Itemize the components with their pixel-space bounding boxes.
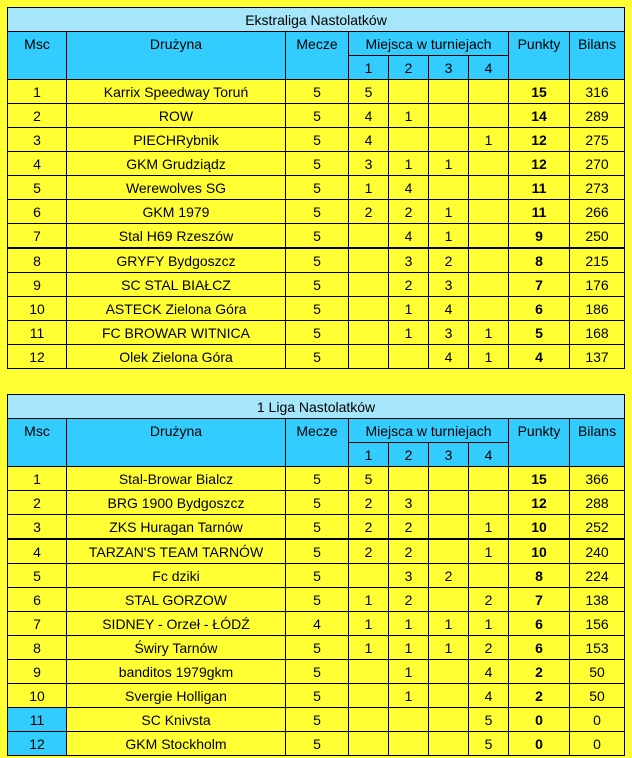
cell-team: SIDNEY - Orzeł - ŁÓDŹ: [67, 612, 286, 636]
cell-place-2: [389, 345, 429, 369]
cell-mecze: 5: [286, 515, 349, 540]
cell-place-2: [389, 732, 429, 756]
cell-punkty: 15: [509, 467, 570, 491]
cell-mecze: 5: [286, 684, 349, 708]
cell-msc: 4: [8, 152, 67, 176]
cell-mecze: 5: [286, 224, 349, 249]
cell-place-4: [469, 80, 509, 104]
cell-place-2: 1: [389, 104, 429, 128]
cell-place-4: [469, 104, 509, 128]
table-row: [8, 176, 625, 200]
cell-place-4: [469, 273, 509, 297]
cell-msc: 9: [8, 273, 67, 297]
header-place-1: 1: [349, 56, 389, 80]
table-row: [8, 80, 625, 104]
cell-msc: 1: [8, 80, 67, 104]
cell-place-1: [349, 660, 389, 684]
cell-bilans: 288: [570, 491, 625, 515]
cell-mecze: 5: [286, 200, 349, 224]
cell-place-4: [469, 564, 509, 588]
cell-bilans: 275: [570, 128, 625, 152]
cell-bilans: 215: [570, 248, 625, 273]
cell-msc: 2: [8, 104, 67, 128]
cell-place-4: [469, 200, 509, 224]
cell-punkty: 12: [509, 491, 570, 515]
cell-place-4: [469, 491, 509, 515]
cell-place-4: 2: [469, 588, 509, 612]
cell-place-3: 2: [429, 248, 469, 273]
cell-bilans: 270: [570, 152, 625, 176]
cell-place-4: 4: [469, 660, 509, 684]
table-row: [8, 104, 625, 128]
cell-punkty: 11: [509, 200, 570, 224]
cell-bilans: 156: [570, 612, 625, 636]
cell-msc: 10: [8, 297, 67, 321]
table-row: [8, 273, 625, 297]
cell-bilans: 240: [570, 539, 625, 564]
cell-team: ASTECK Zielona Góra: [67, 297, 286, 321]
cell-place-1: 1: [349, 636, 389, 660]
cell-place-4: [469, 467, 509, 491]
cell-place-3: [429, 708, 469, 732]
cell-mecze: 5: [286, 539, 349, 564]
liga1-table-block: [7, 394, 624, 756]
table-row: [8, 660, 625, 684]
cell-mecze: 5: [286, 660, 349, 684]
cell-msc: 6: [8, 200, 67, 224]
cell-bilans: 273: [570, 176, 625, 200]
cell-place-3: 1: [429, 636, 469, 660]
cell-msc: 7: [8, 224, 67, 249]
header-mecze: Mecze: [286, 419, 349, 467]
cell-team: GRYFY Bydgoszcz: [67, 248, 286, 273]
cell-place-1: [349, 224, 389, 249]
cell-punkty: 6: [509, 297, 570, 321]
cell-mecze: 5: [286, 732, 349, 756]
header-bilans: Bilans: [570, 419, 625, 467]
cell-team: STAL GORZOW: [67, 588, 286, 612]
cell-place-4: 5: [469, 708, 509, 732]
cell-bilans: 252: [570, 515, 625, 540]
table-row: [8, 636, 625, 660]
cell-msc: 2: [8, 491, 67, 515]
cell-mecze: 5: [286, 345, 349, 369]
cell-team: ZKS Huragan Tarnów: [67, 515, 286, 540]
cell-place-3: [429, 539, 469, 564]
cell-place-3: 1: [429, 612, 469, 636]
table-row: [8, 248, 625, 273]
cell-team: banditos 1979gkm: [67, 660, 286, 684]
cell-mecze: 5: [286, 564, 349, 588]
cell-punkty: 5: [509, 321, 570, 345]
cell-bilans: 224: [570, 564, 625, 588]
cell-place-3: 1: [429, 224, 469, 249]
cell-place-2: 3: [389, 248, 429, 273]
cell-team: Świry Tarnów: [67, 636, 286, 660]
cell-punkty: 4: [509, 345, 570, 369]
cell-place-4: 2: [469, 636, 509, 660]
cell-place-2: 3: [389, 564, 429, 588]
cell-place-4: [469, 297, 509, 321]
header-place-4: 4: [469, 56, 509, 80]
cell-punkty: 6: [509, 612, 570, 636]
header-punkty: Punkty: [509, 419, 570, 467]
header-place-4: 4: [469, 443, 509, 467]
cell-place-3: 1: [429, 152, 469, 176]
cell-place-3: [429, 515, 469, 540]
cell-team: Stal-Browar Bialcz: [67, 467, 286, 491]
cell-msc: 8: [8, 636, 67, 660]
cell-place-4: [469, 248, 509, 273]
cell-place-4: [469, 224, 509, 249]
cell-place-3: [429, 80, 469, 104]
cell-msc: 4: [8, 539, 67, 564]
table-row: [8, 128, 625, 152]
cell-place-3: [429, 128, 469, 152]
cell-place-4: 1: [469, 321, 509, 345]
cell-place-3: [429, 491, 469, 515]
cell-place-3: 2: [429, 564, 469, 588]
cell-mecze: 5: [286, 297, 349, 321]
cell-place-2: 1: [389, 612, 429, 636]
cell-mecze: 5: [286, 588, 349, 612]
table-row: [8, 732, 625, 756]
table-row: [8, 515, 625, 540]
header-bilans: Bilans: [570, 32, 625, 80]
cell-place-2: 4: [389, 224, 429, 249]
table-row: [8, 152, 625, 176]
header-mecze: Mecze: [286, 32, 349, 80]
table-row: [8, 539, 625, 564]
cell-place-1: [349, 708, 389, 732]
cell-team: GKM Grudziądz: [67, 152, 286, 176]
cell-team: FC BROWAR WITNICA: [67, 321, 286, 345]
header-place-1: 1: [349, 443, 389, 467]
cell-bilans: 50: [570, 660, 625, 684]
cell-mecze: 5: [286, 128, 349, 152]
table-row: [8, 467, 625, 491]
cell-place-1: 2: [349, 539, 389, 564]
table-row: [8, 224, 625, 249]
table-title: 1 Liga Nastolatków: [8, 395, 625, 419]
cell-place-2: 1: [389, 684, 429, 708]
cell-bilans: 289: [570, 104, 625, 128]
cell-bilans: 50: [570, 684, 625, 708]
liga1-table: [7, 394, 625, 756]
cell-place-2: 1: [389, 297, 429, 321]
cell-place-1: [349, 564, 389, 588]
cell-place-1: [349, 345, 389, 369]
cell-place-2: [389, 80, 429, 104]
table-row: [8, 297, 625, 321]
cell-punkty: 7: [509, 588, 570, 612]
header-place-3: 3: [429, 443, 469, 467]
cell-place-1: [349, 684, 389, 708]
cell-place-2: 2: [389, 515, 429, 540]
cell-mecze: 5: [286, 152, 349, 176]
cell-mecze: 5: [286, 321, 349, 345]
cell-punkty: 8: [509, 564, 570, 588]
cell-mecze: 5: [286, 636, 349, 660]
cell-place-2: [389, 128, 429, 152]
cell-mecze: 5: [286, 104, 349, 128]
cell-place-1: [349, 248, 389, 273]
cell-mecze: 5: [286, 708, 349, 732]
cell-place-1: [349, 321, 389, 345]
cell-place-2: [389, 467, 429, 491]
header-druzyna: Drużyna: [67, 32, 286, 80]
cell-place-3: [429, 467, 469, 491]
cell-punkty: 2: [509, 660, 570, 684]
cell-place-1: [349, 273, 389, 297]
cell-team: Werewolves SG: [67, 176, 286, 200]
cell-punkty: 8: [509, 248, 570, 273]
cell-team: BRG 1900 Bydgoszcz: [67, 491, 286, 515]
cell-place-1: 3: [349, 152, 389, 176]
cell-team: Olek Zielona Góra: [67, 345, 286, 369]
cell-punkty: 11: [509, 176, 570, 200]
cell-punkty: 6: [509, 636, 570, 660]
cell-punkty: 12: [509, 128, 570, 152]
cell-place-1: [349, 297, 389, 321]
cell-place-3: [429, 176, 469, 200]
cell-place-2: 2: [389, 588, 429, 612]
cell-team: GKM 1979: [67, 200, 286, 224]
cell-bilans: 316: [570, 80, 625, 104]
cell-place-2: 3: [389, 491, 429, 515]
cell-place-1: 4: [349, 104, 389, 128]
cell-team: Svergie Holligan: [67, 684, 286, 708]
table-row: [8, 612, 625, 636]
ekstraliga-table-block: [7, 7, 624, 369]
cell-place-1: [349, 732, 389, 756]
cell-mecze: 5: [286, 80, 349, 104]
cell-bilans: 266: [570, 200, 625, 224]
cell-msc: 3: [8, 515, 67, 540]
cell-place-4: 1: [469, 539, 509, 564]
cell-mecze: 5: [286, 491, 349, 515]
cell-mecze: 5: [286, 273, 349, 297]
cell-msc: 11: [8, 321, 67, 345]
cell-place-3: [429, 104, 469, 128]
cell-place-1: 1: [349, 588, 389, 612]
cell-mecze: 5: [286, 467, 349, 491]
cell-bilans: 366: [570, 467, 625, 491]
header-msc: Msc: [8, 419, 67, 467]
header-place-2: 2: [389, 443, 429, 467]
cell-place-2: 1: [389, 321, 429, 345]
cell-place-4: 1: [469, 128, 509, 152]
cell-msc: 10: [8, 684, 67, 708]
cell-team: SC Knivsta: [67, 708, 286, 732]
cell-team: GKM Stockholm: [67, 732, 286, 756]
table-row: [8, 345, 625, 369]
cell-team: ROW: [67, 104, 286, 128]
table-row: [8, 200, 625, 224]
cell-msc: 6: [8, 588, 67, 612]
cell-bilans: 0: [570, 708, 625, 732]
cell-team: Fc dziki: [67, 564, 286, 588]
cell-punkty: 9: [509, 224, 570, 249]
cell-place-3: 1: [429, 200, 469, 224]
cell-bilans: 250: [570, 224, 625, 249]
cell-place-3: [429, 732, 469, 756]
header-miejsca-w-turniejach: Miejsca w turniejach: [349, 32, 509, 56]
cell-bilans: 137: [570, 345, 625, 369]
cell-msc: 8: [8, 248, 67, 273]
cell-place-2: 4: [389, 176, 429, 200]
cell-place-1: 4: [349, 128, 389, 152]
cell-place-2: 2: [389, 539, 429, 564]
cell-place-2: 1: [389, 636, 429, 660]
cell-bilans: 176: [570, 273, 625, 297]
cell-place-2: 2: [389, 200, 429, 224]
cell-msc: 1: [8, 467, 67, 491]
cell-place-1: 2: [349, 200, 389, 224]
cell-place-1: 2: [349, 491, 389, 515]
header-msc: Msc: [8, 32, 67, 80]
cell-punkty: 10: [509, 539, 570, 564]
table-row: [8, 708, 625, 732]
cell-place-3: 4: [429, 345, 469, 369]
cell-punkty: 0: [509, 732, 570, 756]
cell-punkty: 14: [509, 104, 570, 128]
cell-msc: 3: [8, 128, 67, 152]
cell-team: TARZAN'S TEAM TARNÓW: [67, 539, 286, 564]
header-miejsca-w-turniejach: Miejsca w turniejach: [349, 419, 509, 443]
cell-mecze: 5: [286, 176, 349, 200]
cell-place-3: [429, 684, 469, 708]
cell-bilans: 168: [570, 321, 625, 345]
table-row: [8, 491, 625, 515]
cell-place-4: [469, 152, 509, 176]
cell-bilans: 186: [570, 297, 625, 321]
table-row: [8, 321, 625, 345]
header-druzyna: Drużyna: [67, 419, 286, 467]
cell-msc: 11: [8, 708, 67, 732]
cell-msc: 9: [8, 660, 67, 684]
cell-bilans: 138: [570, 588, 625, 612]
cell-punkty: 2: [509, 684, 570, 708]
cell-punkty: 7: [509, 273, 570, 297]
cell-team: Karrix Speedway Toruń: [67, 80, 286, 104]
cell-msc: 5: [8, 176, 67, 200]
cell-place-3: 3: [429, 321, 469, 345]
cell-punkty: 10: [509, 515, 570, 540]
table-title: Ekstraliga Nastolatków: [8, 8, 625, 32]
cell-msc: 12: [8, 732, 67, 756]
cell-place-1: 2: [349, 515, 389, 540]
table-row: [8, 684, 625, 708]
cell-bilans: 153: [570, 636, 625, 660]
cell-msc: 7: [8, 612, 67, 636]
cell-place-2: 1: [389, 152, 429, 176]
cell-place-2: 2: [389, 273, 429, 297]
header-place-2: 2: [389, 56, 429, 80]
table-row: [8, 588, 625, 612]
cell-place-3: 3: [429, 273, 469, 297]
cell-place-1: 5: [349, 467, 389, 491]
cell-team: PIECHRybnik: [67, 128, 286, 152]
header-punkty: Punkty: [509, 32, 570, 80]
cell-place-1: 1: [349, 612, 389, 636]
table-row: [8, 564, 625, 588]
cell-msc: 12: [8, 345, 67, 369]
cell-place-1: 1: [349, 176, 389, 200]
cell-place-2: [389, 708, 429, 732]
cell-place-4: 1: [469, 612, 509, 636]
cell-place-2: 1: [389, 660, 429, 684]
cell-msc: 5: [8, 564, 67, 588]
cell-place-3: [429, 660, 469, 684]
ekstraliga-table: [7, 7, 625, 369]
cell-team: SC STAL BIAŁCZ: [67, 273, 286, 297]
cell-place-4: 4: [469, 684, 509, 708]
cell-place-4: [469, 176, 509, 200]
cell-place-4: 1: [469, 515, 509, 540]
cell-punkty: 15: [509, 80, 570, 104]
cell-team: Stal H69 Rzeszów: [67, 224, 286, 249]
cell-mecze: 5: [286, 248, 349, 273]
cell-place-1: 5: [349, 80, 389, 104]
cell-punkty: 0: [509, 708, 570, 732]
cell-place-3: 4: [429, 297, 469, 321]
cell-mecze: 4: [286, 612, 349, 636]
cell-bilans: 0: [570, 732, 625, 756]
cell-punkty: 12: [509, 152, 570, 176]
cell-place-4: 1: [469, 345, 509, 369]
cell-place-4: 5: [469, 732, 509, 756]
header-place-3: 3: [429, 56, 469, 80]
cell-place-3: [429, 588, 469, 612]
